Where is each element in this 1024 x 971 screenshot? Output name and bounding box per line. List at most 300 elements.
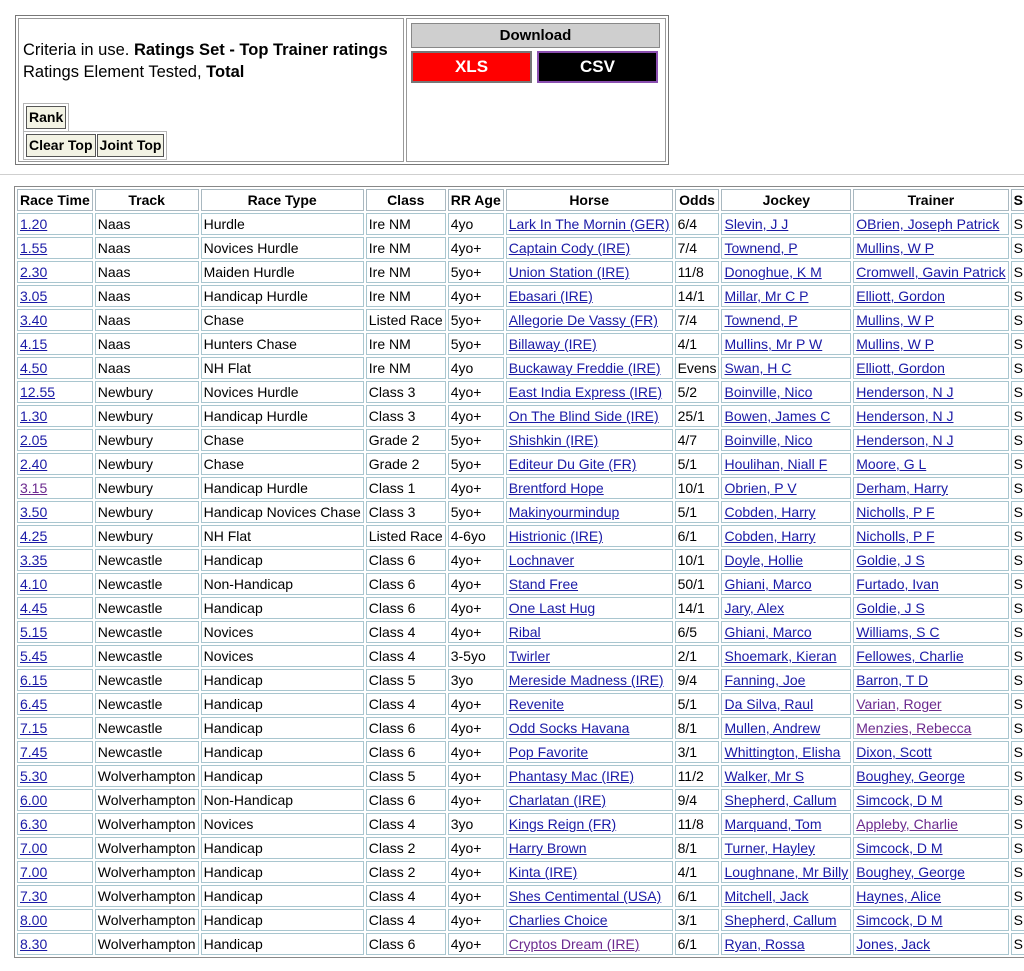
trainer-link[interactable]: Mullins, W P	[856, 240, 935, 256]
age-cell: 4yo+	[448, 861, 504, 883]
horse-link[interactable]: Charlies Choice	[508, 912, 608, 928]
horse-link[interactable]: On The Blind Side (IRE)	[508, 408, 659, 424]
extra-cell: S	[1011, 549, 1024, 571]
trainer-cell	[853, 573, 1008, 595]
jockey-cell	[721, 909, 851, 931]
race-time-link[interactable]: 5.30	[20, 768, 48, 784]
odds-cell: 9/4	[675, 669, 720, 691]
horse-link[interactable]: Shishkin (IRE)	[508, 432, 599, 448]
jockey-cell	[721, 549, 851, 571]
horse-cell	[506, 765, 673, 787]
rank-button[interactable]: Rank	[26, 106, 66, 129]
trainer-link[interactable]: Nicholls, P F	[856, 504, 935, 520]
horse-link[interactable]: Histrionic (IRE)	[508, 528, 603, 544]
jockey-link[interactable]: Marquand, Tom	[724, 816, 822, 832]
class-cell: Class 1	[366, 477, 446, 499]
table-row	[17, 357, 1024, 379]
odds-cell: 14/1	[675, 285, 720, 307]
jockey-link[interactable]: Donoghue, K M	[724, 264, 822, 280]
jockey-cell	[721, 669, 851, 691]
table-row	[17, 597, 1024, 619]
trainer-link[interactable]: Barron, T D	[856, 672, 929, 688]
type-cell: Handicap Hurdle	[201, 285, 364, 307]
ratings-element-value: Total	[206, 63, 245, 81]
trainer-link[interactable]: Haynes, Alice	[856, 888, 942, 904]
trainer-cell	[853, 789, 1008, 811]
header-class[interactable]: Class	[366, 189, 446, 211]
race-time-link[interactable]: 6.30	[20, 816, 48, 832]
extra-cell: S	[1011, 477, 1024, 499]
age-cell: 4yo+	[448, 741, 504, 763]
horse-link[interactable]: Billaway (IRE)	[508, 336, 597, 352]
track-cell: Newcastle	[95, 573, 199, 595]
horse-link[interactable]: East India Express (IRE)	[508, 384, 663, 400]
jockey-link[interactable]: Cobden, Harry	[724, 528, 816, 544]
track-cell: Newbury	[95, 477, 199, 499]
horse-link[interactable]: Lark In The Mornin (GER)	[508, 216, 670, 232]
trainer-cell	[853, 477, 1008, 499]
race-time-link[interactable]: 7.15	[20, 720, 48, 736]
horse-link[interactable]: Charlatan (IRE)	[508, 792, 607, 808]
trainer-cell	[853, 693, 1008, 715]
extra-cell: S	[1011, 429, 1024, 451]
time-cell	[17, 573, 93, 595]
odds-cell: 4/7	[675, 429, 720, 451]
trainer-link[interactable]: Derham, Harry	[856, 480, 949, 496]
extra-cell: S	[1011, 621, 1024, 643]
trainer-link[interactable]: Jones, Jack	[856, 936, 931, 952]
horse-link[interactable]: Cryptos Dream (IRE)	[508, 936, 640, 952]
age-cell: 4yo+	[448, 237, 504, 259]
race-time-link[interactable]: 2.05	[20, 432, 48, 448]
age-cell: 4yo+	[448, 597, 504, 619]
horse-cell	[506, 573, 673, 595]
horse-link[interactable]: Phantasy Mac (IRE)	[508, 768, 635, 784]
csv-download-button[interactable]: CSV	[537, 51, 658, 83]
horse-link[interactable]: Lochnaver	[508, 552, 575, 568]
horse-link[interactable]: Captain Cody (IRE)	[508, 240, 631, 256]
track-cell: Naas	[95, 261, 199, 283]
xls-download-button[interactable]: XLS	[411, 51, 532, 83]
trainer-link[interactable]: Henderson, N J	[856, 432, 954, 448]
race-time-link[interactable]: 3.05	[20, 288, 48, 304]
race-time-link[interactable]: 2.30	[20, 264, 48, 280]
extra-cell: S	[1011, 501, 1024, 523]
trainer-cell	[853, 765, 1008, 787]
trainer-link[interactable]: Appleby, Charlie	[856, 816, 958, 832]
table-row	[17, 693, 1024, 715]
horse-cell	[506, 645, 673, 667]
trainer-cell	[853, 645, 1008, 667]
jockey-cell	[721, 621, 851, 643]
jockey-link[interactable]: Swan, H C	[724, 360, 792, 376]
odds-cell: 6/4	[675, 213, 720, 235]
extra-cell: S	[1011, 285, 1024, 307]
trainer-cell	[853, 285, 1008, 307]
type-cell: Handicap Novices Chase	[201, 501, 364, 523]
trainer-link[interactable]: Simcock, D M	[856, 792, 943, 808]
results-table-container	[14, 186, 1024, 971]
trainer-cell	[853, 813, 1008, 835]
jockey-link[interactable]: Ghiani, Marco	[724, 624, 812, 640]
trainer-link[interactable]: Goldie, J S	[856, 600, 925, 616]
horse-link[interactable]: Allegorie De Vassy (FR)	[508, 312, 658, 328]
type-cell: Non-Handicap	[201, 789, 364, 811]
jockey-link[interactable]: Shoemark, Kieran	[724, 648, 837, 664]
race-time-link[interactable]: 1.20	[20, 216, 48, 232]
trainer-cell	[853, 309, 1008, 331]
horse-cell	[506, 717, 673, 739]
track-cell: Newbury	[95, 381, 199, 403]
type-cell: Chase	[201, 309, 364, 331]
trainer-link[interactable]: Henderson, N J	[856, 408, 954, 424]
criteria-prefix: Criteria in use.	[23, 41, 134, 59]
trainer-link[interactable]: Cromwell, Gavin Patrick	[856, 264, 1006, 280]
horse-link[interactable]: Pop Favorite	[508, 744, 589, 760]
jockey-link[interactable]: Mullins, Mr P W	[724, 336, 823, 352]
trainer-link[interactable]: Elliott, Gordon	[856, 360, 945, 376]
age-cell: 4yo	[448, 213, 504, 235]
race-time-link[interactable]: 3.50	[20, 504, 48, 520]
horse-link[interactable]: Kinta (IRE)	[508, 864, 578, 880]
class-cell: Class 6	[366, 741, 446, 763]
header-extra[interactable]: S	[1011, 189, 1024, 211]
extra-cell: S	[1011, 765, 1024, 787]
race-time-link[interactable]: 4.45	[20, 600, 48, 616]
track-cell: Newcastle	[95, 741, 199, 763]
header-rr-age[interactable]: RR Age	[448, 189, 504, 211]
age-cell: 4yo+	[448, 381, 504, 403]
jockey-cell	[721, 333, 851, 355]
type-cell: Novices	[201, 645, 364, 667]
class-cell: Class 5	[366, 669, 446, 691]
extra-cell: S	[1011, 597, 1024, 619]
age-cell: 5yo+	[448, 429, 504, 451]
clear-top-button[interactable]: Clear Top	[26, 134, 96, 157]
odds-cell: 10/1	[675, 477, 720, 499]
horse-link[interactable]: Editeur Du Gite (FR)	[508, 456, 637, 472]
race-time-link[interactable]: 1.30	[20, 408, 48, 424]
odds-cell: 5/1	[675, 693, 720, 715]
type-cell: Handicap	[201, 933, 364, 955]
table-row	[17, 549, 1024, 571]
jockey-link[interactable]: Boinville, Nico	[724, 432, 813, 448]
type-cell: Handicap	[201, 861, 364, 883]
trainer-cell	[853, 405, 1008, 427]
jockey-link[interactable]: Turner, Hayley	[724, 840, 815, 856]
age-cell: 4yo+	[448, 573, 504, 595]
race-time-link[interactable]: 6.15	[20, 672, 48, 688]
type-cell: Handicap	[201, 765, 364, 787]
track-cell: Newcastle	[95, 669, 199, 691]
header-track[interactable]: Track	[95, 189, 199, 211]
section-divider	[0, 174, 1024, 175]
table-row	[17, 837, 1024, 859]
trainer-cell	[853, 741, 1008, 763]
age-cell: 4yo+	[448, 693, 504, 715]
age-cell: 4yo+	[448, 837, 504, 859]
ratings-element-prefix: Ratings Element Tested,	[23, 63, 207, 81]
time-cell	[17, 357, 93, 379]
rank-button-box	[23, 103, 69, 132]
race-time-link[interactable]: 12.55	[20, 384, 56, 400]
horse-link[interactable]: One Last Hug	[508, 600, 596, 616]
horse-link[interactable]: Buckaway Freddie (IRE)	[508, 360, 661, 376]
age-cell: 5yo+	[448, 309, 504, 331]
odds-cell: 14/1	[675, 597, 720, 619]
track-cell: Newbury	[95, 429, 199, 451]
horse-link[interactable]: Ribal	[508, 624, 541, 640]
track-cell: Newcastle	[95, 597, 199, 619]
horse-cell	[506, 909, 673, 931]
trainer-link[interactable]: OBrien, Joseph Patrick	[856, 216, 1000, 232]
trainer-link[interactable]: Williams, S C	[856, 624, 940, 640]
odds-cell: 11/8	[675, 813, 720, 835]
header-race-time[interactable]: Race Time	[17, 189, 93, 211]
extra-cell: S	[1011, 453, 1024, 475]
jockey-link[interactable]: Mitchell, Jack	[724, 888, 809, 904]
jockey-link[interactable]: Shepherd, Callum	[724, 792, 837, 808]
jockey-cell	[721, 645, 851, 667]
trainer-cell	[853, 333, 1008, 355]
horse-link[interactable]: Ebasari (IRE)	[508, 288, 593, 304]
trainer-cell	[853, 525, 1008, 547]
header-horse[interactable]: Horse	[506, 189, 673, 211]
trainer-cell	[853, 549, 1008, 571]
race-time-link[interactable]: 6.45	[20, 696, 48, 712]
jockey-cell	[721, 429, 851, 451]
jockey-link[interactable]: Mullen, Andrew	[724, 720, 821, 736]
jockey-link[interactable]: Ghiani, Marco	[724, 576, 812, 592]
trainer-cell	[853, 213, 1008, 235]
horse-link[interactable]: Harry Brown	[508, 840, 587, 856]
age-cell: 4yo+	[448, 285, 504, 307]
track-cell: Naas	[95, 357, 199, 379]
table-row	[17, 909, 1024, 931]
header-trainer[interactable]: Trainer	[853, 189, 1008, 211]
race-time-link[interactable]: 5.45	[20, 648, 48, 664]
odds-cell: 5/2	[675, 381, 720, 403]
jockey-link[interactable]: Doyle, Hollie	[724, 552, 804, 568]
jockey-cell	[721, 285, 851, 307]
jockey-link[interactable]: Boinville, Nico	[724, 384, 813, 400]
track-cell: Naas	[95, 285, 199, 307]
race-time-link[interactable]: 2.40	[20, 456, 48, 472]
type-cell: Hunters Chase	[201, 333, 364, 355]
horse-link[interactable]: Odd Socks Havana	[508, 720, 630, 736]
horse-link[interactable]: Twirler	[508, 648, 550, 664]
track-cell: Newcastle	[95, 549, 199, 571]
time-cell	[17, 213, 93, 235]
horse-cell	[506, 285, 673, 307]
class-cell: Class 4	[366, 885, 446, 907]
race-time-link[interactable]: 6.00	[20, 792, 48, 808]
horse-link[interactable]: Mereside Madness (IRE)	[508, 672, 664, 688]
extra-cell: S	[1011, 573, 1024, 595]
trainer-link[interactable]: Fellowes, Charlie	[856, 648, 964, 664]
horse-cell	[506, 861, 673, 883]
jockey-link[interactable]: Townend, P	[724, 240, 798, 256]
jockey-link[interactable]: Loughnane, Mr Billy	[724, 864, 849, 880]
trainer-link[interactable]: Furtado, Ivan	[856, 576, 939, 592]
jockey-link[interactable]: Bowen, James C	[724, 408, 831, 424]
header-odds[interactable]: Odds	[675, 189, 720, 211]
header-jockey[interactable]: Jockey	[721, 189, 851, 211]
type-cell: Non-Handicap	[201, 573, 364, 595]
time-cell	[17, 933, 93, 955]
trainer-link[interactable]: Elliott, Gordon	[856, 288, 945, 304]
time-cell	[17, 525, 93, 547]
trainer-link[interactable]: Henderson, N J	[856, 384, 954, 400]
horse-link[interactable]: Union Station (IRE)	[508, 264, 630, 280]
trainer-link[interactable]: Moore, G L	[856, 456, 927, 472]
age-cell: 4yo+	[448, 405, 504, 427]
jockey-link[interactable]: Whittington, Elisha	[724, 744, 841, 760]
horse-link[interactable]: Kings Reign (FR)	[508, 816, 617, 832]
horse-link[interactable]: Brentford Hope	[508, 480, 604, 496]
jockey-link[interactable]: Da Silva, Raul	[724, 696, 814, 712]
race-time-link[interactable]: 8.00	[20, 912, 48, 928]
jockey-link[interactable]: Walker, Mr S	[724, 768, 805, 784]
race-time-link[interactable]: 4.15	[20, 336, 48, 352]
type-cell: Handicap	[201, 597, 364, 619]
trainer-cell	[853, 621, 1008, 643]
trainer-link[interactable]: Boughey, George	[856, 864, 965, 880]
odds-cell: 50/1	[675, 573, 720, 595]
trainer-cell	[853, 261, 1008, 283]
age-cell: 4-6yo	[448, 525, 504, 547]
joint-top-button[interactable]: Joint Top	[97, 134, 165, 157]
jockey-link[interactable]: Fanning, Joe	[724, 672, 806, 688]
odds-cell: 2/1	[675, 645, 720, 667]
jockey-link[interactable]: Cobden, Harry	[724, 504, 816, 520]
race-time-link[interactable]: 3.40	[20, 312, 48, 328]
header-race-type[interactable]: Race Type	[201, 189, 364, 211]
jockey-cell	[721, 693, 851, 715]
age-cell: 4yo+	[448, 621, 504, 643]
race-time-link[interactable]: 8.30	[20, 936, 48, 952]
jockey-cell	[721, 789, 851, 811]
trainer-link[interactable]: Mullins, W P	[856, 312, 935, 328]
jockey-link[interactable]: Houlihan, Niall F	[724, 456, 828, 472]
horse-link[interactable]: Shes Centimental (USA)	[508, 888, 662, 904]
track-cell: Newbury	[95, 525, 199, 547]
horse-link[interactable]: Revenite	[508, 696, 565, 712]
time-cell	[17, 405, 93, 427]
age-cell: 5yo+	[448, 453, 504, 475]
time-cell	[17, 669, 93, 691]
jockey-link[interactable]: Obrien, P V	[724, 480, 797, 496]
criteria-line-ratings-set	[23, 41, 388, 60]
trainer-link[interactable]: Dixon, Scott	[856, 744, 932, 760]
trainer-link[interactable]: Simcock, D M	[856, 840, 943, 856]
track-cell: Wolverhampton	[95, 765, 199, 787]
jockey-link[interactable]: Townend, P	[724, 312, 798, 328]
class-cell: Ire NM	[366, 261, 446, 283]
jockey-link[interactable]: Ryan, Rossa	[724, 936, 805, 952]
trainer-link[interactable]: Nicholls, P F	[856, 528, 935, 544]
type-cell: Hurdle	[201, 213, 364, 235]
time-cell	[17, 477, 93, 499]
table-row	[17, 309, 1024, 331]
trainer-link[interactable]: Simcock, D M	[856, 912, 943, 928]
class-cell: Class 3	[366, 501, 446, 523]
table-row	[17, 213, 1024, 235]
trainer-link[interactable]: Varian, Roger	[856, 696, 942, 712]
race-time-link[interactable]: 4.50	[20, 360, 48, 376]
race-time-link[interactable]: 1.55	[20, 240, 48, 256]
jockey-link[interactable]: Millar, Mr C P	[724, 288, 809, 304]
extra-cell: S	[1011, 645, 1024, 667]
jockey-link[interactable]: Shepherd, Callum	[724, 912, 837, 928]
table-row	[17, 381, 1024, 403]
table-row	[17, 765, 1024, 787]
time-cell	[17, 789, 93, 811]
jockey-cell	[721, 237, 851, 259]
odds-cell: 6/5	[675, 621, 720, 643]
horse-cell	[506, 741, 673, 763]
jockey-link[interactable]: Slevin, J J	[724, 216, 789, 232]
race-time-link[interactable]: 5.15	[20, 624, 48, 640]
age-cell: 3yo	[448, 813, 504, 835]
time-cell	[17, 549, 93, 571]
race-time-link[interactable]: 7.30	[20, 888, 48, 904]
class-cell: Ire NM	[366, 237, 446, 259]
results-table	[14, 186, 1024, 958]
age-cell: 3-5yo	[448, 645, 504, 667]
type-cell: Novices Hurdle	[201, 381, 364, 403]
odds-cell: 6/1	[675, 525, 720, 547]
horse-link[interactable]: Makinyourmindup	[508, 504, 620, 520]
trainer-link[interactable]: Menzies, Rebecca	[856, 720, 972, 736]
jockey-cell	[721, 501, 851, 523]
horse-cell	[506, 477, 673, 499]
jockey-cell	[721, 885, 851, 907]
race-time-link[interactable]: 3.35	[20, 552, 48, 568]
jockey-cell	[721, 765, 851, 787]
time-cell	[17, 285, 93, 307]
time-cell	[17, 333, 93, 355]
criteria-panel	[15, 15, 669, 165]
race-time-link[interactable]: 7.45	[20, 744, 48, 760]
race-time-link[interactable]: 3.15	[20, 480, 48, 496]
odds-cell: 3/1	[675, 909, 720, 931]
trainer-link[interactable]: Boughey, George	[856, 768, 965, 784]
extra-cell: S	[1011, 309, 1024, 331]
trainer-link[interactable]: Goldie, J S	[856, 552, 925, 568]
trainer-cell	[853, 933, 1008, 955]
download-cell	[406, 18, 666, 162]
table-row	[17, 477, 1024, 499]
results-body	[17, 213, 1024, 955]
class-cell: Grade 2	[366, 453, 446, 475]
class-cell: Class 4	[366, 621, 446, 643]
odds-cell: 7/4	[675, 237, 720, 259]
trainer-cell	[853, 861, 1008, 883]
trainer-link[interactable]: Mullins, W P	[856, 336, 935, 352]
race-time-link[interactable]: 4.10	[20, 576, 48, 592]
race-time-link[interactable]: 7.00	[20, 840, 48, 856]
trainer-cell	[853, 381, 1008, 403]
table-row	[17, 405, 1024, 427]
race-time-link[interactable]: 7.00	[20, 864, 48, 880]
horse-cell	[506, 429, 673, 451]
extra-cell: S	[1011, 261, 1024, 283]
jockey-link[interactable]: Jary, Alex	[724, 600, 785, 616]
horse-link[interactable]: Stand Free	[508, 576, 579, 592]
race-time-link[interactable]: 4.25	[20, 528, 48, 544]
odds-cell: 25/1	[675, 405, 720, 427]
